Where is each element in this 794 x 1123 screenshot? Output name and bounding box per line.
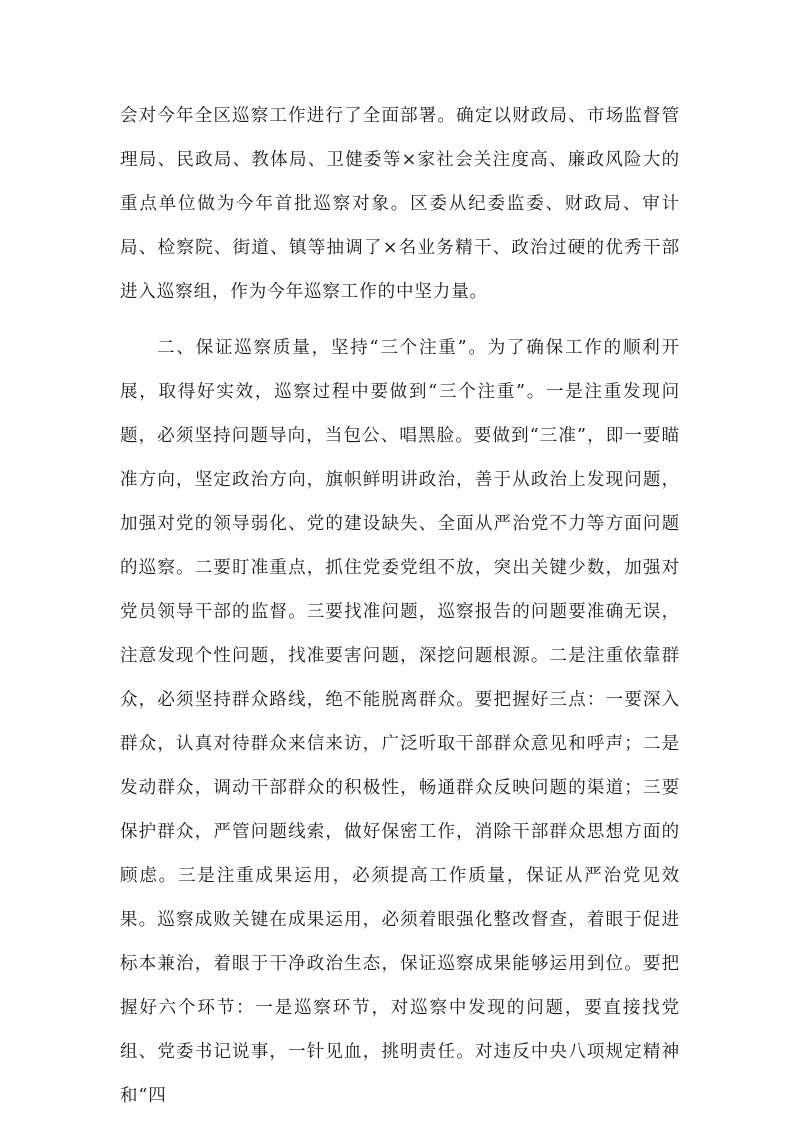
- paragraph-1: 会对今年全区巡察工作进行了全面部署。确定以财政局、市场监督管理局、民政局、教体局、卫健委等×家社会关注度高、廉政风险大的重点单位做为今年首批巡察对象。区委从纪委监委、财政局、审计局、检察院、街道、镇等抽调了×名业务精干、政治过硬的优秀干部进入巡察组，作为今年巡察工作的中坚力量。: [120, 106, 680, 302]
- paragraph-2: 二、保证巡察质量，坚持“三个注重”。为了确保工作的顺利开展，取得好实效，巡察过程中要做到“三个注重”。一是注重发现问题，必须坚持问题导向，当包公、唱黑脸。要做到“三准”，即一要瞄准方向，坚定政治方向，旗帜鲜明讲政治，善于从政治上发现问题，加强对党的领导弱化、党的建设缺失、全面从严治党不力等方面问题的巡察。二要盯准重点，抓住党委党组不放，突出关键少数，加强对党员领导干部的监督。三要找准问题，巡察报告的问题要准确无误，注意发现个性问题，找准要害问题，深挖问题根源。二是注重依靠群众，必须坚持群众路线，绝不能脱离群众。要把握好三点：一要深入群众，认真对待群众来信来访，广泛听取干部群众意见和呼声；二是发动群众，调动干部群众的积极性，畅通群众反映问题的渠道；三要保护群众，严管问题线索，做好保密工作，消除干部群众思想方面的顾虑。三是注重成果运用，必须提高工作质量，保证从严治党见效果。巡察成败关键在成果运用，必须着眼强化整改督查，着眼于促进标本兼治，着眼于干净政治生态，保证巡察成果能够运用到位。要把握好六个环节：一是巡察环节，对巡察中发现的问题，要直接找党组、党委书记说事，一针见血，挑明责任。对违反中央八项规定精神和“四: [120, 338, 680, 1106]
- document-body: [120, 94, 680, 1118]
